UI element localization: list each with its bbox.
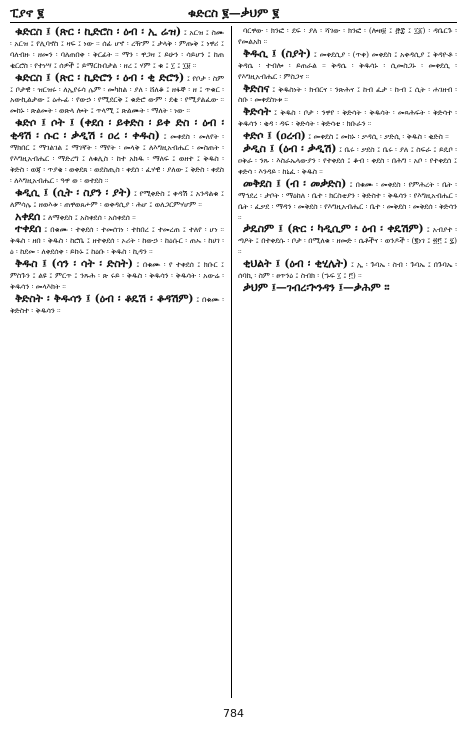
right-column	[238, 26, 457, 698]
dictionary-entry	[10, 187, 224, 211]
dictionary-entry	[10, 211, 224, 224]
dictionary-entry	[238, 258, 457, 282]
header-rule	[10, 22, 457, 23]
dictionary-entry	[10, 117, 224, 186]
entry-definition: ፤ ለማቀደስ ፤ አስቀደሰ ፡ አሰቀደሰ ።	[42, 212, 136, 222]
entry-headword: ቁዲሲ ፤ (ሲት ፡ ስያን ፡ ያት)	[15, 185, 132, 199]
left-column	[10, 26, 224, 698]
entry-headword: ቀድሶ ፤ (ዐረብ)	[243, 129, 306, 143]
entry-headword: ተቀደሰ	[15, 222, 42, 236]
running-header	[10, 6, 457, 22]
entry-definition: ፤ በቁሙ ፡ የ ተቀደሰ ፤ ክቡር ፤ ምስጉን ፤ ልዩ ፤ ምርጥ ፤ ንጹሕ ፡ ጽ ሩይ ፡ ቅዱስ ፡ ቅዱሳን ፡ ቅዱሳት ፡ አውሬ ፡ ቅዱሳን ፡ መላእክት ።	[10, 260, 224, 291]
entry-definition: ፤ በቁሙ ፡ ተቀደሰ ፡ ተመሰገነ ፡ ተከበረ ፤ ተመረጠ ፤ ተለየ ፡ ሆነ ። ቅዱስ ፡ ዘበ ፡ ቅዱስ ፡ ከሮቤ ፤ ዘተቀደሰ ፡ ኦሪት ፡ ከውኃ ፡ ከዕሱር ፡ ጠኡ ፡ ከሀገ ፡ ዕ ፡ ከደመ ፡ ለቀደሰቀ ፡ ይኩኑ ፤ ከዕቡ ፡ ቅዱስ ፡ ኪዳን ።	[10, 225, 224, 257]
dictionary-entry	[10, 72, 224, 118]
dictionary-entry	[238, 106, 457, 130]
entry-definition: ፤ በቁሙ ፡ ቅድስተ ፡ ቅዱሳን ።	[10, 294, 224, 315]
entry-headword: ቁድርስ ፤ (ጽር ፡ ኪድሮን ፡ ዕብ ፡ ቂ ድሮን)	[15, 70, 185, 84]
entry-headword: ቅድስት ፡ ቅዱሳን ፤ (ዕብ ፡ ቆዴሽ ፡ ቆዳሽም)	[15, 291, 194, 305]
entry-definition: ፤ አብያተ ፡ ጣዖት ፤ በተቀደሱ ፡ ቦታ ፡ በሚለቁ ፡ ዘመድ ፡ ሴቶችና ፡ ወንዶች ፡ (፪ነገ ፤ ፳፫ ፤ ፯) ።	[238, 225, 457, 257]
entry-headword: ቅዱሲ ፤ (ስያት)	[243, 46, 311, 60]
dictionary-entry	[10, 223, 224, 258]
dictionary-entry	[238, 282, 457, 295]
dictionary-entry	[10, 258, 224, 293]
entry-headword: ቅዱስ ፤ (ሳን ፡ ሳት ፡ ድስት)	[15, 257, 133, 271]
entry-headword: ቃዴስም ፤ (ጽር ፡ ካዲሲም ፡ ዕብ ፡ ቀዴሽም)	[243, 222, 424, 236]
entry-headword: ቁድርስ ፤ (ጽር ፡ ኪድሮስ ፡ ዕብ ፡ ኢ ሬዝ)	[15, 26, 182, 38]
entry-headword: ቃዲስ ፤ (ዕብ ፡ ቃዲሽ)	[243, 142, 337, 156]
entry-headword: ቃህም ፤—ገብረ፡ጕንዳን ፤—ቃሕም ።	[243, 280, 390, 294]
column-divider	[231, 26, 232, 698]
entry-headword: ቁድሶ ፤ ሶት ፤ (ቀደሰ ፡ ይቀድስ ፡ ይቀ ድስ ፡ ዕብ ፡ ቂዳሽ ፡ ሱር ፡ ቃዲሽ ፡ ዐረ ፡ ቀዱስ)	[10, 116, 224, 143]
entry-headword: መቅደስ ፤ (ብ ፡ መቃድስ)	[243, 176, 347, 190]
entry-definition: ፤ ቤሩ ፡ ቃደስ ፤ ቤሩ ፡ ያለ ፤ ስፍራ ፤ ይዴቦ ፡ ዐቅራ ፡ ንጹ ፡ እስራኤላውያን ፡ የተቀደሰ ፤ ቆብ ፡ ቀደስ ፡ በሕግ ፡ አቦ ፡ የተቀደሰ ፤ ቀድሳ ፡ እንዳይ ፡ ከኒፈ ፡ ቅዱስ ።	[238, 145, 457, 176]
dictionary-entry	[238, 178, 457, 224]
entry-headword: ቂህልት ፤ (ዕብ ፡ ቂሂሌት)	[243, 257, 348, 271]
entry-definition: ፤ ቅዱስነት ፡ ክብርና ፡ ንጽሕና ፤ ከብ ፈታ ፡ ኩብ ፤ ሲት ፡ ሐገዘብ ፡ ስቡ ፡ መቀደስነቱ ።	[238, 84, 457, 105]
dictionary-entry	[238, 143, 457, 178]
entry-definition: ፤ መቀደሲያ ፡ (ጥቀ) መቀደስ ፤ አቀዳሲያ ፤ ቅዳዮቶ ፡ ቅዳሴ ፡ ተብሎ ፡ ይጠራል ። ቅዳሴ ፡ ቅዱሳኑ ፡ ሲመስጋኑ ፡ መቀደሲ ፡ የእግዚአብሔር ፡ ምስጋና ።	[238, 49, 457, 81]
dictionary-entry	[238, 48, 457, 83]
entry-headword: ቅድሳት	[243, 105, 271, 119]
dictionary-entry	[238, 223, 457, 258]
entry-headword: አቀደሰ	[15, 209, 41, 223]
entry-definition: ባርዋው ፡ ክንፎ ፡ ደፍ ፡ ያለ ፡ ሻገው ፡ ክንፎ ፡ (ሎፀ፱ ፤ ፸፰ ፤ ፲፩) ፡ ዳቤርጉ ፡ የመልአክ ።	[238, 26, 457, 46]
entry-definition: ፤ አርዝ ፤ ስሙ ፡ አርዝ ፤ የሊባኖስ ፤ ዛፍ ፤ ነው ። ሰፊ ሆኖ ፡ ረዥም ፤ ታላቅ ፡ ምጡቅ ፤ ነዋሪ ፤ ባለብዙ ፡ ዘመን ፡ ባለጠበቀ ፡ ቅርፊት ። ማን ፡ ዋጋዛ ፤ ይሁን ፡ ሳይሆን ፤ ከጠ ቂርሮስ ፡ የተነሣ ፤ ሰዎች ፤ ይማርኩበታል ፡ ዘረ ፤ ሃም ፤ ቁ ፤ ፲ ፤ ፲፱ ።	[10, 28, 224, 70]
dictionary-entry	[10, 26, 224, 72]
dictionary-entry	[238, 83, 457, 107]
entry-definition: ፤ ቅዱስ ፡ ቦታ ፡ ንዋየ ፡ ቅድሳት ፡ ቅዱሳት ፡ መጻሕፍት ፡ ቅድሳተ ፡ ቅዱሳን ፡ ቂዳ ፡ ዳፍ ፡ ቅድሳት ፡ ቅድሳቲ ፡ ክቡራን ።	[238, 108, 457, 129]
header-guide-word: ፒያኖ ፪	[10, 6, 44, 20]
header-title: ቁድርስ ፪—ቃህም ፪	[187, 6, 280, 20]
entry-definition: ፤ መቀደስ ፤ መከኑ ፡ ቃዳሲ ፡ ቃድሲ ፡ ቅዱስ ፡ ቂድስ ።	[308, 132, 449, 142]
entry-definition: ፤ መቀደስ ፡ መለየት ፡ ማክበር ፤ ማገልገል ፤ ማገኛት ፡ ማየት ፡ መላቅ ፤ ለእግዚአብሔር ፡ መስጠት ፡ የእግዚአብሔር ፡ ማድረግ ፤ ለቁሊስ ፡ ከተ አክዱ ፡ ማለፍ ፤ ወዘተ ፤ ቅዱስ ፡ ቅድስ ፡ ወጃ ፡ ጥያቄ ፡ ወቀደጸ ፡ ወደስጢስ ፡ ቀደሰ ፡ ፈሃዊ ፡ ያለው ፤ ቅድስ ፡ ቀደስ ፡ ለእግዚአብሔር ፡ ዓዋ ወ ፡ ወተደስ ።	[10, 132, 224, 185]
page-number: 784	[223, 707, 244, 720]
entry-definition: ፤ በቁሙ ፡ መቀደስ ፡ የምሕረት ፡ ቤት ፡ ማኅደረ ፡ ታቦት ፡ ማዕከለ ፡ ቤተ ፡ ክርስቲያን ፡ ቅድስተ ፡ ቅዱሳን ፡ የእግዚአብሔር ፡ ቤት ፡ ፈቃደ ፡ ማዳን ፡ መቅደስ ፡ የእግዚአብሔር ፡ ቤተ ፡ መቅደስ ፡ መቅደሰ ፡ ቅድሳን ።	[238, 179, 457, 222]
entry-definition: ፤ ኢ ፡ ጉባኤ ፡ ስብ ፡ ጉባኤ ፤ በጉባኤ ፡ ሰባኪ ፡ ስም ፡ ፀጥንዕ ፤ ስብክ ፡ (ኁፍ ፲ ፤ ፫) ።	[238, 260, 457, 281]
dictionary-entry	[238, 26, 457, 48]
dictionary-entry	[10, 293, 224, 317]
entry-definition: ፤ የቦታ ፡ ስም ፤ ቦታዊ ፡ ዝርዝሩ ፡ ለኢየሩሳ ሌም ፡ መካከል ፡ ያለ ፡ ሸለቆ ፤ ዘፋኞ ፡ ዘ ፤ ጥቁር ፡ አውኪልታው ፤ ዕሑፊ ፡ የውኃ ፡ የሚደርቅ ፤ ቁድሮ ውም ፡ ደቂ ፡ የሚያልፈው ። መከኑ ፡ ጽልመት ፡ ወጽላ ሎት ፤ ጥላሚ ፤ ጽልሙት ፡ ማለት ፡ ነው ።	[10, 73, 224, 116]
entry-headword: ቅድስና	[243, 81, 270, 95]
entry-definition: ፤ የሚቀድስ ፤ ቀዳሽ ፤ አንዳልቁ ፤ ለምሳሌ ፤ ዘወእቱ ፡ ጠዋወጰሖም ፡ ወቀዳሲያ ፡ ሕሆ ፤ ወለጋርምሃሆም ።	[10, 188, 224, 209]
